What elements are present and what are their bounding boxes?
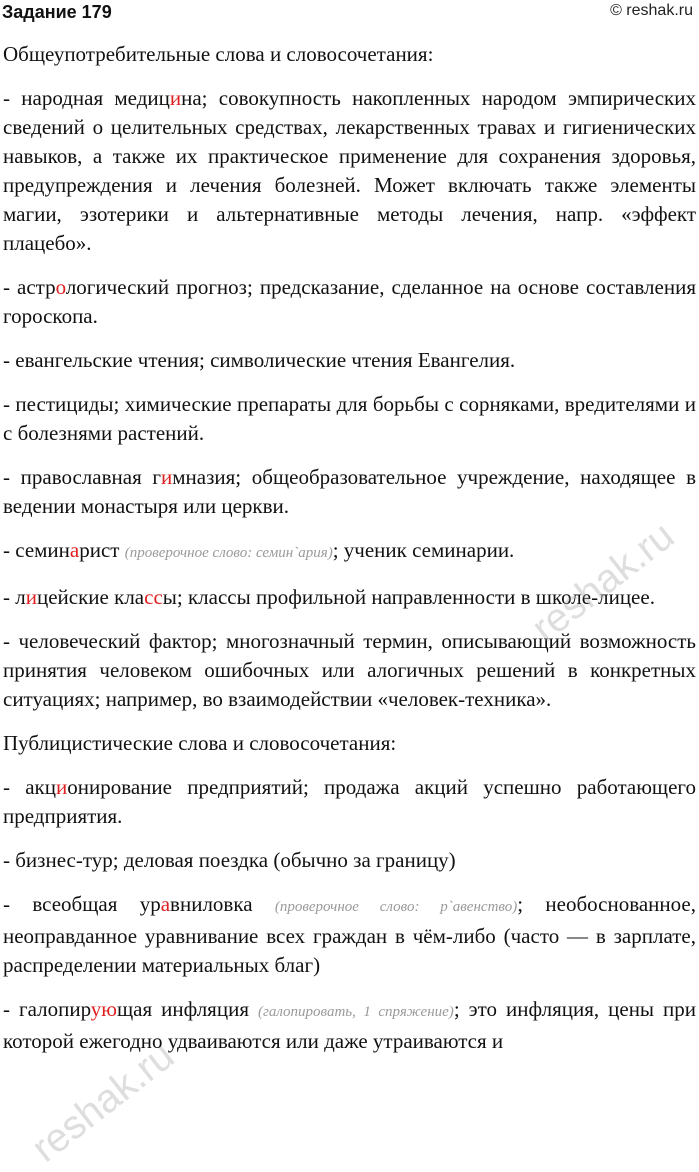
list-item: - акционирование предприятий; продажа акций успешно работающего предприятия.	[3, 775, 696, 828]
highlighted-letter: о	[55, 275, 66, 299]
highlighted-letter: и	[25, 585, 37, 609]
highlighted-letter: сс	[144, 585, 163, 609]
list-item: - галопирующая инфляция (галопировать, 1 спряжение); это инфляция, цены при которой ежегодно удваиваются или даже утраиваются и	[3, 997, 697, 1053]
list-item: - бизнес-тур; деловая поездка (обычно за границу)	[3, 848, 456, 872]
check-word-hint: (проверочное слово: семин`ария)	[124, 545, 333, 561]
copyright-label: © reshak.ru	[610, 2, 693, 19]
highlighted-letter: и	[56, 775, 68, 799]
list-item: - евангельские чтения; символические чтения Евангелия.	[3, 348, 516, 372]
highlighted-letter: ую	[90, 997, 117, 1021]
highlighted-letter: и	[169, 86, 182, 110]
list-item: - пестициды; химические препараты для борьбы с сорняками, вредителями и с болезнями растений.	[3, 392, 696, 445]
list-item: - астрологический прогноз; предсказание, сделанное на основе составления гороскопа.	[3, 275, 696, 328]
list-item: - человеческий фактор; многозначный термин, описывающий возможность принятия человеком ошибочных или алогичных решений в конкретных ситуациях; например, во взаимодействии «человек-техника».	[3, 629, 696, 711]
list-item: - всеобщая уравниловка (проверочное слово: р`авенство); необоснованное, неоправданное уравнивание всех граждан в чём-либо (часто — в зарплате, распределении материальных благ)	[3, 892, 696, 977]
section-heading-common: Общеупотребительные слова и словосочетания:	[3, 42, 434, 66]
list-item: - лицейские классы; классы профильной направленности в школе-лицее.	[3, 585, 655, 609]
highlighted-letter: а	[160, 892, 171, 916]
section-heading-publicistic: Публицистические слова и словосочетания:	[3, 731, 397, 755]
check-word-hint: (галопировать, 1 спряжение)	[257, 1004, 454, 1020]
list-item: - народная медицина; совокупность накопленных народом эмпирических сведений о целительных средствах, лекарственных травах и гигиенических навыков, а также их практическое применение для сохранения здоровья, предупреждения и лечения болезней. Может включать также элементы магии, эзотерики и альтернативные методы лечения, напр. «эффект плацебо».	[3, 86, 696, 255]
list-item: - православная гимназия; общеобразовательное учреждение, находящее в ведении монастыря или церкви.	[3, 465, 696, 518]
watermark: reshak.ru	[23, 1033, 183, 1171]
page-title: Задание 179	[2, 2, 112, 22]
page-header	[0, 0, 699, 26]
watermark: reshak.ru	[523, 513, 683, 651]
document-body	[3, 40, 696, 1071]
check-word-hint: (проверочное слово: р`авенство)	[274, 899, 518, 915]
list-item: - семинарист (проверочное слово: семин`ария); ученик семинарии.	[3, 538, 515, 562]
highlighted-letter: и	[161, 465, 173, 489]
highlighted-letter: а	[69, 538, 80, 562]
